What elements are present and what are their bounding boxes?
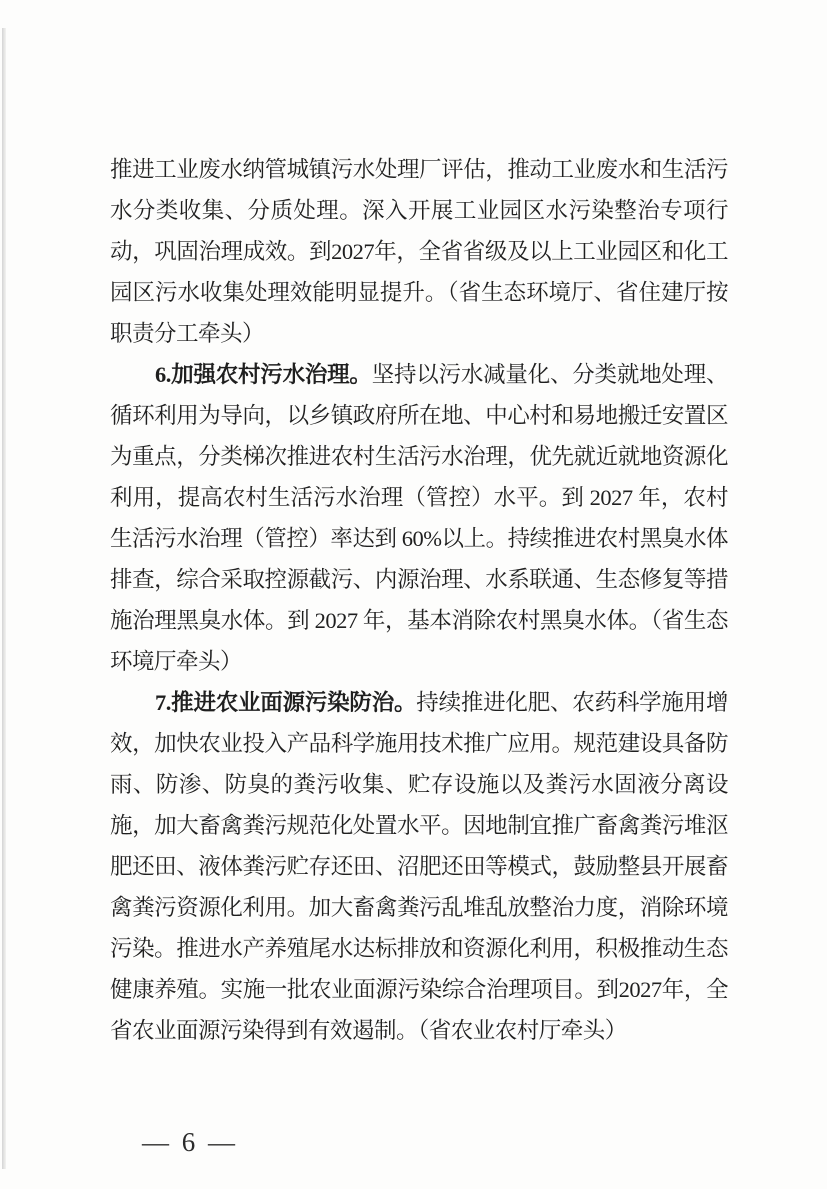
scan-edge-shadow <box>2 28 6 1169</box>
paragraph-industrial-park-wastewater: 推进工业废水纳管城镇污水处理厂评估，推动工业废水和生活污水分类收集、分质处理。深入开展工业园区水污染整治专项行动，巩固治理成效。到2027年，全省省级及以上工业园区和化工园区污水收集处理效能明显提升。（省生态环境厅、省住建厅按职责分工牵头） <box>110 157 728 346</box>
section-7-heading: 7.推进农业面源污染防治。 <box>155 690 417 715</box>
document-body <box>110 149 728 1051</box>
paragraph-section-7-agricultural-pollution <box>110 682 728 1051</box>
section-7-body-text: 持续推进化肥、农药科学施用增效，加快农业投入产品科学施用技术推广应用。规范建设具备防雨、防渗、防臭的粪污收集、贮存设施以及粪污水固液分离设施，加大畜禽粪污规范化处置水平。因地制宜推广畜禽粪污堆沤肥还田、液体粪污贮存还田、沼肥还田等模式，鼓励整县开展畜禽粪污资源化利用。加大畜禽粪污乱堆乱放整治力度，消除环境污染。推进水产养殖尾水达标排放和资源化利用，积极推动生态健康养殖。实施一批农业面源污染综合治理项目。到2027年，全省农业面源污染得到有效遏制。（省农业农村厅牵头） <box>110 690 728 1043</box>
section-6-heading: 6.加强农村污水治理。 <box>155 362 372 387</box>
page-footer <box>103 1096 238 1189</box>
page-number: — 6 — <box>142 1127 238 1157</box>
paragraph-section-6-rural-sewage <box>110 354 728 682</box>
section-6-body-text: 坚持以污水减量化、分类就地处理、循环利用为导向，以乡镇政府所在地、中心村和易地搬迁安置区为重点，分类梯次推进农村生活污水治理，优先就近就地资源化利用，提高农村生活污水治理（管控）水平。到 2027 年，农村生活污水治理（管控）率达到 60%以上。持续推进农村黑臭水体排查，综合采取控源截污、内源治理、水系联通、生态修复等措施治理黑臭水体。到 2027 年，基本消除农村黑臭水体。（省生态环境厅牵头） <box>110 362 728 674</box>
